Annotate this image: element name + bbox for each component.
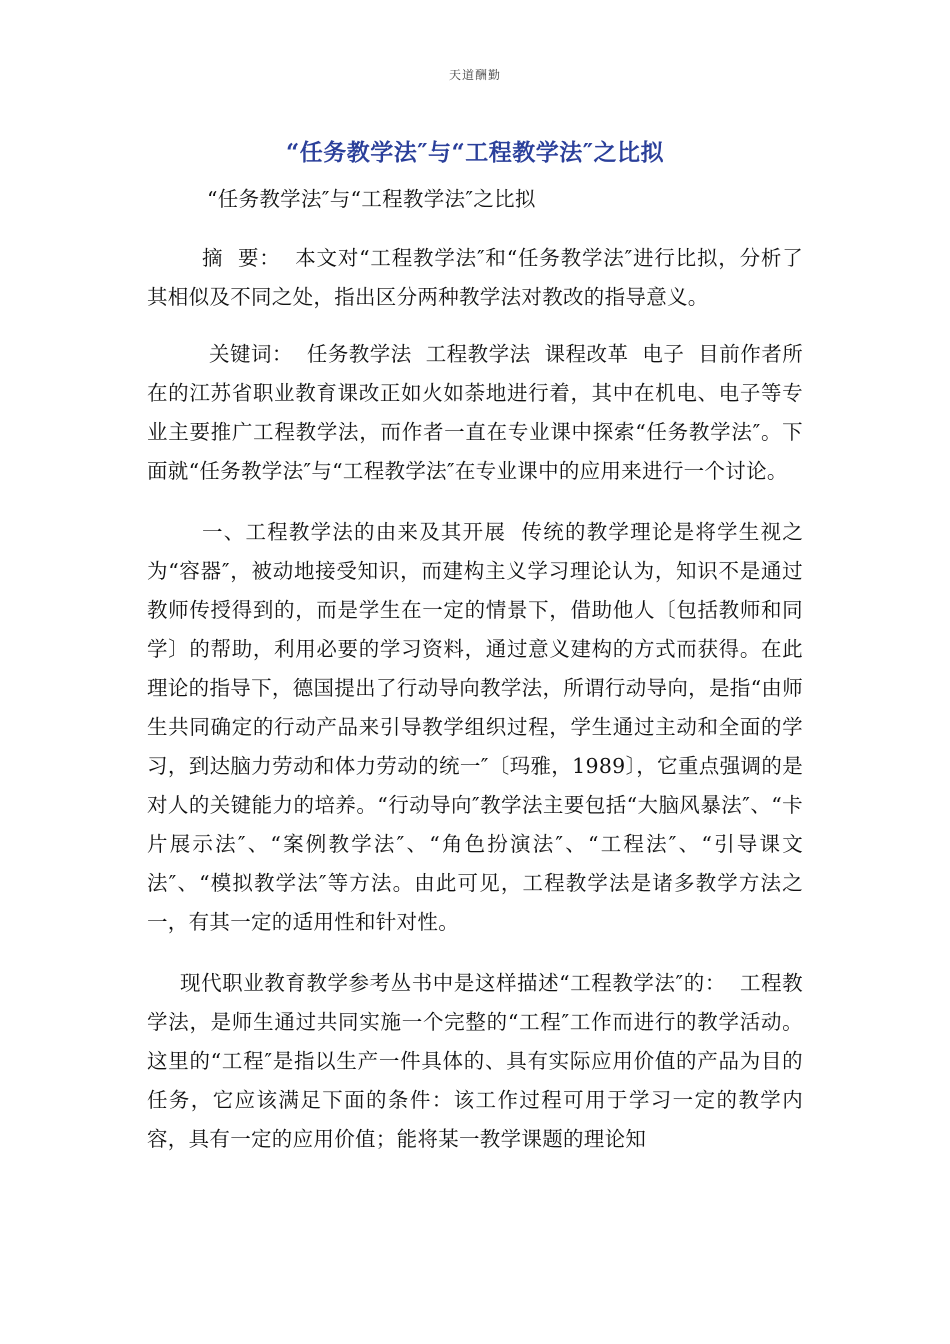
section-two-paragraph: 现代职业教育教学参考丛书中是这样描述“工程教学法″的： 工程教学法，是师生通过共同实施一个完整的“工程″工作而进行的教学活动。这里的“工程″是指以生产一件具体的、具有实际应用价值的产品为目的任务，它应该满足下面的条件：该工作过程可用于学习一定的教学内容，具有一定的应用价值；能将某一教学课题的理论知 xyxy=(147,971,803,1151)
page-header-watermark: 天道酬勤 xyxy=(448,68,501,82)
document-title: “任务教学法″与“工程教学法″之比拟 xyxy=(285,139,664,166)
keywords-paragraph: 关键词： 任务教学法 工程教学法 课程改革 电子 目前作者所在的江苏省职业教育课改正如火如荼地进行着，其中在机电、电子等专业主要推广工程教学法，而作者一直在专业课中探索“任务教学法″。下面就“任务教学法″与“工程教学法″在专业课中的应用来进行一个讨论。 xyxy=(147,342,803,483)
document-subtitle: “任务教学法″与“工程教学法″之比拟 xyxy=(207,187,536,211)
abstract-paragraph: 摘 要： 本文对“工程教学法″和“任务教学法″进行比拟，分析了其相似及不同之处，指出区分两种教学法对教改的指导意义。 xyxy=(147,246,803,309)
document-body xyxy=(147,180,803,1159)
section-one-paragraph: 一、工程教学法的由来及其开展 传统的教学理论是将学生视之为“容器″，被动地接受知识，而建构主义学习理论认为，知识不是通过教师传授得到的，而是学生在一定的情景下，借助他人〔包括教师和同学〕的帮助，利用必要的学习资料，通过意义建构的方式而获得。在此理论的指导下，德国提出了行动导向教学法，所谓行动导向，是指“由师生共同确定的行动产品来引导教学组织过程，学生通过主动和全面的学习，到达脑力劳动和体力劳动的统一″〔玛雅，1989〕，它重点强调的是对人的关键能力的培养。“行动导向″教学法主要包括“大脑风暴法″、“卡片展示法″、“案例教学法″、“角色扮演法″、“工程法″、“引导课文法″、“模拟教学法″等方法。由此可见，工程教学法是诸多教学方法之一，有其一定的适用性和针对性。 xyxy=(147,520,803,934)
